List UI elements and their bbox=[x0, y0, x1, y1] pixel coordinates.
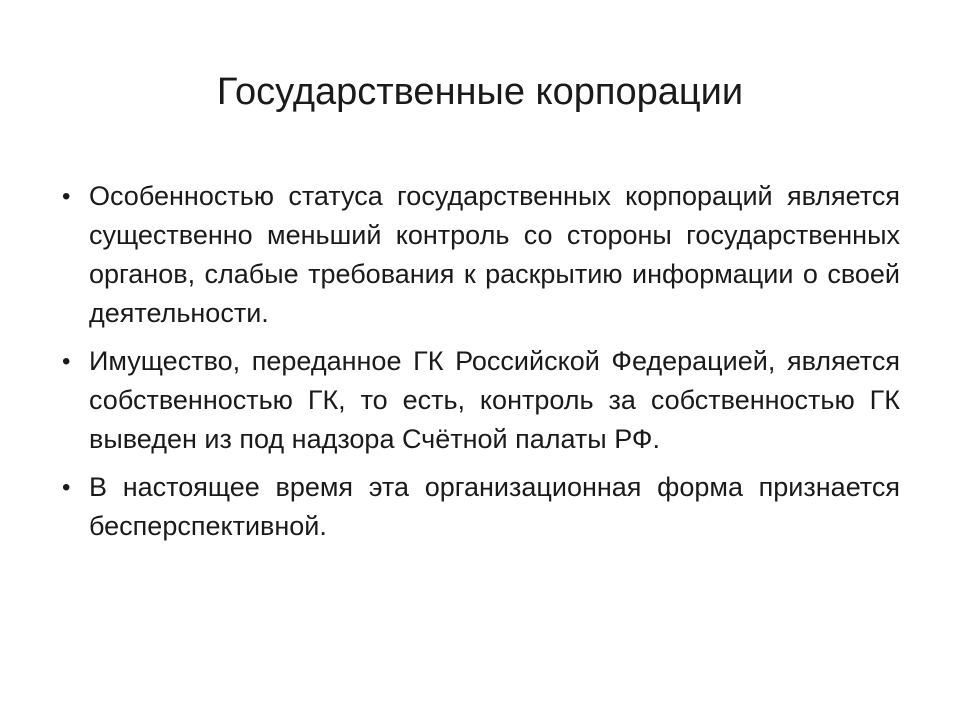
list-item bbox=[60, 342, 900, 459]
bullet-icon: • bbox=[62, 474, 71, 501]
bullet-icon: • bbox=[62, 183, 71, 210]
bullet-text: Особенностью статуса государственных корпораций является существенно меньший контроль со стороны государственных органов, слабые требования к раскрытию информации о своей деятельности. bbox=[89, 181, 900, 328]
bullet-icon: • bbox=[62, 348, 71, 375]
slide-title: Государственные корпорации bbox=[216, 71, 744, 114]
bullet-text: В настоящее время эта организационная форма признается бесперспективной. bbox=[89, 472, 900, 541]
bullet-text: Имущество, переданное ГК Российской Федерацией, является собственностью ГК, то есть, контроль за собственностью ГК выведен из под надзора Счётной палаты РФ. bbox=[89, 346, 900, 454]
list-item bbox=[60, 177, 900, 333]
bullet-list bbox=[60, 177, 900, 555]
list-item bbox=[60, 468, 900, 546]
